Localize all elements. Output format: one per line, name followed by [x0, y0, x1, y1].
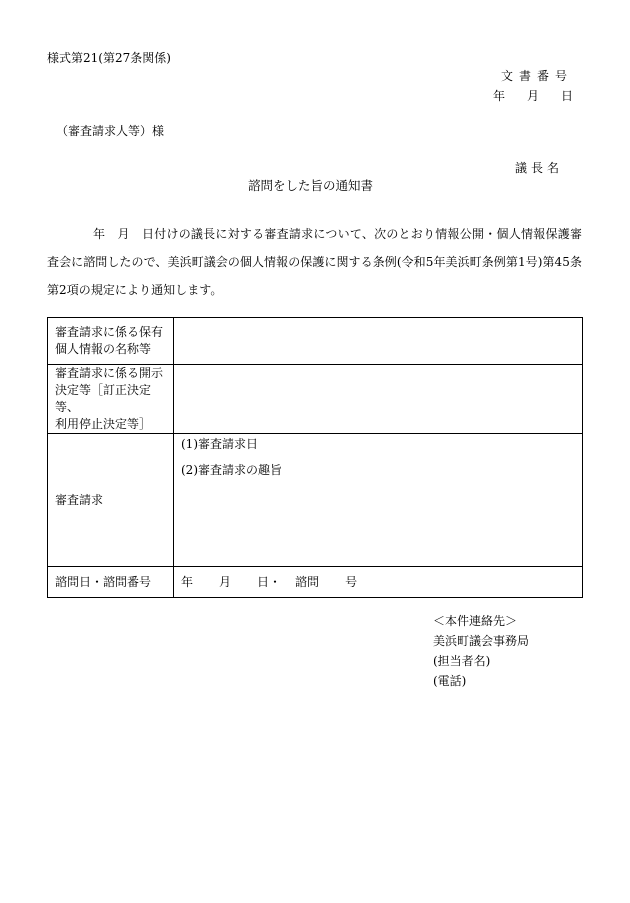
record-name-label: [48, 318, 174, 365]
inquiry-number: 号: [345, 574, 358, 589]
record-name-value: [174, 318, 583, 365]
table-row: [48, 567, 583, 598]
table-row: [48, 318, 583, 365]
date-day: 日: [560, 89, 573, 103]
sender: 議長名: [514, 161, 563, 175]
table-row: [48, 365, 583, 434]
contact-office: 美浜町議会事務局: [433, 634, 530, 648]
date-year: 年: [492, 89, 505, 103]
table-row: [48, 434, 583, 567]
inquiry-year: 年: [181, 574, 194, 589]
record-name-label-line2: 個人情報の名称等: [55, 342, 152, 356]
appeal-purpose-item: (2)審査請求の趣旨: [181, 463, 282, 477]
disclosure-decision-label-line3: 利用停止決定等］: [55, 417, 152, 431]
form-number: 様式第21(第27条関係): [47, 51, 171, 65]
document-title: 諮問をした旨の通知書: [248, 178, 374, 193]
disclosure-decision-label-line2: 決定等［訂正決定等、: [55, 383, 152, 414]
date-month: 月: [526, 89, 539, 103]
inquiry-day: 日・: [257, 574, 282, 589]
record-name-label-line1: 審査請求に係る保有: [55, 325, 164, 339]
document-number: 文書番号: [500, 69, 573, 83]
inquiry-date-label: 諮問日・諮問番号: [48, 567, 174, 598]
inquiry-date-value: [174, 567, 583, 598]
document-date: [493, 90, 573, 102]
inquiry-month: 月: [219, 574, 232, 589]
contact-phone: (電話): [433, 674, 467, 688]
inquiry-label: 諮問: [295, 574, 320, 589]
details-table: [47, 317, 583, 598]
disclosure-decision-label-line1: 審査請求に係る開示: [55, 366, 164, 380]
appeal-label: 審査請求: [48, 434, 174, 567]
appeal-date-item: (1)審査請求日: [181, 437, 258, 451]
notification-body: 年 月 日付けの議長に対する審査請求について、次のとおり情報公開・個人情報保護審査会に諮問したので、美浜町議会の個人情報の保護に関する条例(令和5年美浜町条例第1号)第45条第2項の規定により通知します。: [47, 227, 582, 297]
contact-person: (担当者名): [433, 654, 491, 668]
appeal-details: [174, 434, 583, 567]
contact-heading: ＜本件連絡先＞: [433, 614, 518, 628]
disclosure-decision-value: [174, 365, 583, 434]
recipient: （審査請求人等）様: [56, 124, 165, 138]
contact-block: [433, 611, 529, 691]
disclosure-decision-label: [48, 365, 174, 434]
